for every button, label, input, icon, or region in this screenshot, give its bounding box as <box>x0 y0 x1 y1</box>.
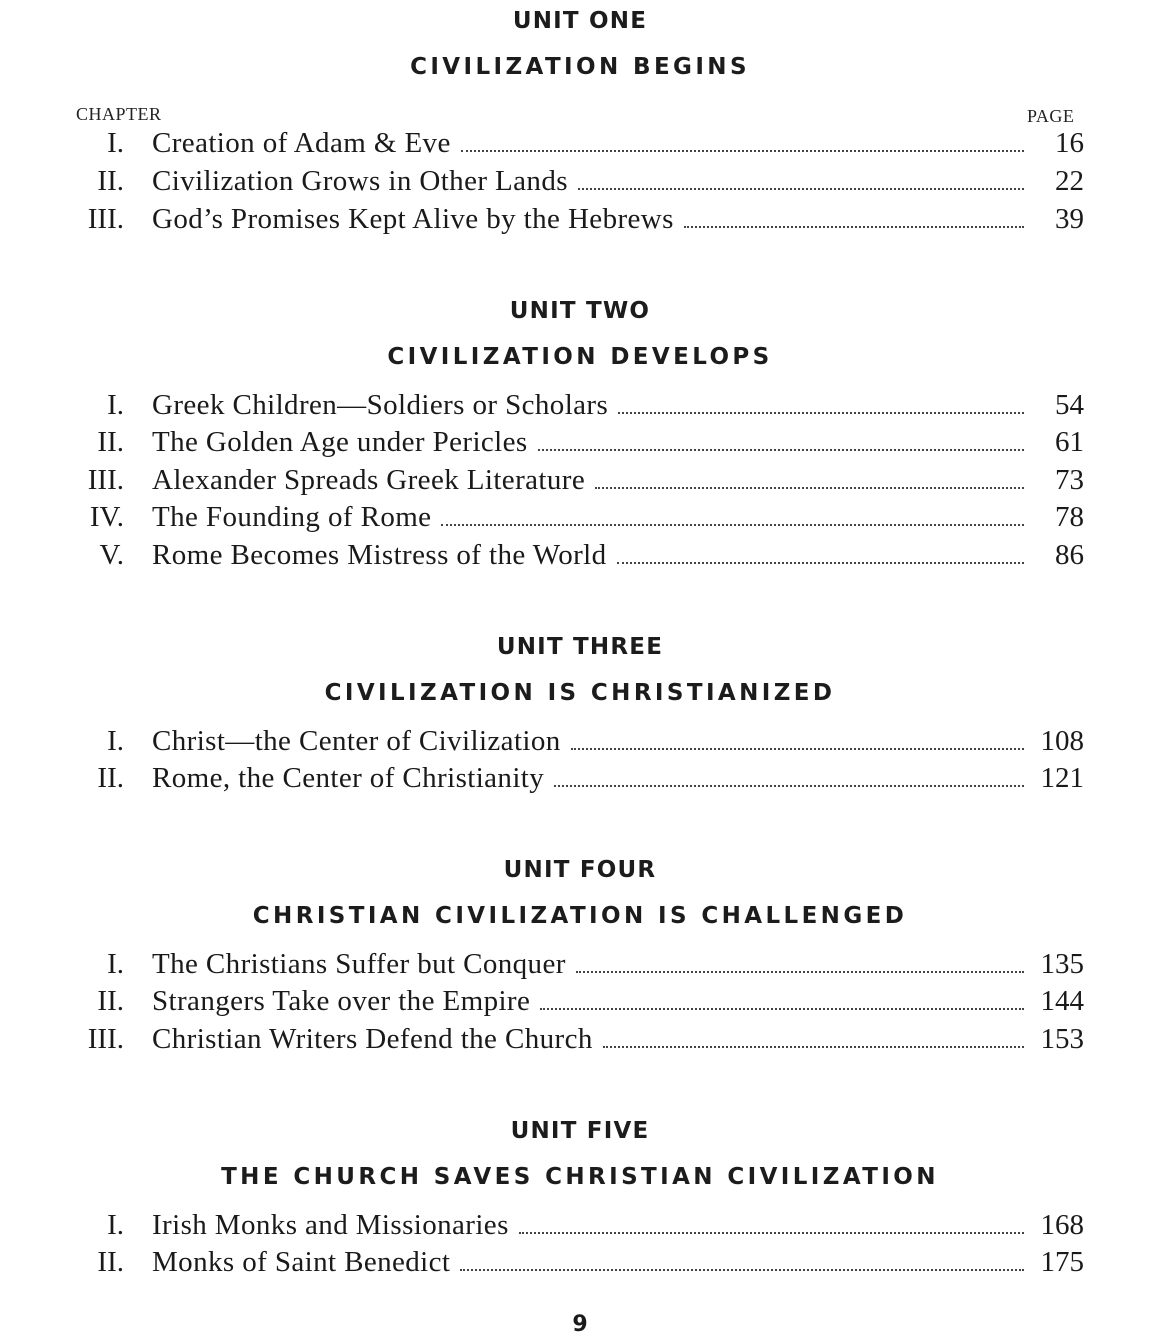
toc-entry[interactable] <box>0 762 1174 800</box>
chapter-column-label: CHAPTER <box>76 104 162 124</box>
dot-leader <box>571 748 1024 750</box>
page-number: 86 <box>1055 539 1084 571</box>
page-number: 61 <box>1055 426 1084 458</box>
toc-entry[interactable] <box>0 1209 1174 1247</box>
toc-entry[interactable] <box>0 464 1174 502</box>
chapter-title: Rome Becomes Mistress of the World <box>152 539 617 572</box>
page-number: 153 <box>1040 1023 1084 1055</box>
chapter-number: III. <box>87 464 124 496</box>
chapter-title: Irish Monks and Missionaries <box>152 1209 519 1242</box>
chapter-number: I. <box>107 389 124 421</box>
unit-subtitle: CIVILIZATION DEVELOPS <box>387 344 773 370</box>
dot-leader <box>461 150 1024 152</box>
chapter-number: II. <box>97 426 124 458</box>
toc-entry[interactable] <box>0 203 1174 241</box>
dot-leader <box>460 1269 1024 1271</box>
page-number: 144 <box>1040 985 1084 1017</box>
dot-leader <box>441 524 1024 526</box>
chapter-number: I. <box>107 127 124 159</box>
chapter-title: The Founding of Rome <box>152 501 441 534</box>
chapter-number: II. <box>97 165 124 197</box>
page-number: 39 <box>1055 203 1084 235</box>
dot-leader <box>617 562 1024 564</box>
page-number: 121 <box>1040 762 1084 794</box>
chapter-title: Christian Writers Defend the Church <box>152 1023 603 1056</box>
unit-title: UNIT TWO <box>509 298 651 324</box>
toc-entry[interactable] <box>0 948 1174 986</box>
unit-subtitle: CIVILIZATION IS CHRISTIANIZED <box>324 680 836 706</box>
chapter-title: Monks of Saint Benedict <box>152 1246 460 1279</box>
dot-leader <box>603 1046 1024 1048</box>
chapter-title: Strangers Take over the Empire <box>152 985 540 1018</box>
chapter-title: Greek Children—Soldiers or Scholars <box>152 389 618 422</box>
chapter-number: II. <box>97 762 124 794</box>
page-number: 175 <box>1040 1246 1084 1278</box>
chapter-number: II. <box>97 985 124 1017</box>
chapter-number: V. <box>99 539 124 571</box>
chapter-number: III. <box>87 1023 124 1055</box>
dot-leader <box>554 785 1024 787</box>
page-number: 135 <box>1040 948 1084 980</box>
page-folio: 9 <box>572 1312 588 1337</box>
chapter-number: IV. <box>89 501 124 533</box>
page-number: 168 <box>1040 1209 1084 1241</box>
unit-subtitle: THE CHURCH SAVES CHRISTIAN CIVILIZATION <box>221 1164 939 1190</box>
toc-entry[interactable] <box>0 1023 1174 1061</box>
toc-entry[interactable] <box>0 501 1174 539</box>
chapter-title: The Golden Age under Pericles <box>152 426 538 459</box>
dot-leader <box>519 1232 1024 1234</box>
chapter-title: Alexander Spreads Greek Literature <box>152 464 595 497</box>
chapter-title: The Christians Suffer but Conquer <box>152 948 576 981</box>
toc-entry[interactable] <box>0 539 1174 577</box>
dot-leader <box>540 1008 1024 1010</box>
chapter-title: God’s Promises Kept Alive by the Hebrews <box>152 203 684 236</box>
chapter-title: Rome, the Center of Christianity <box>152 762 554 795</box>
toc-entry[interactable] <box>0 389 1174 427</box>
unit-title: UNIT FOUR <box>503 857 657 883</box>
page-number: 73 <box>1055 464 1084 496</box>
toc-entry[interactable] <box>0 985 1174 1023</box>
dot-leader <box>618 412 1024 414</box>
toc-entry[interactable] <box>0 127 1174 165</box>
chapter-title: Christ—the Center of Civilization <box>152 725 571 758</box>
chapter-number: II. <box>97 1246 124 1278</box>
unit-title: UNIT THREE <box>496 634 664 660</box>
chapter-number: III. <box>87 203 124 235</box>
dot-leader <box>684 226 1024 228</box>
page-number: 54 <box>1055 389 1084 421</box>
page-number: 16 <box>1055 127 1084 159</box>
chapter-number: I. <box>107 1209 124 1241</box>
unit-title: UNIT ONE <box>512 8 648 34</box>
dot-leader <box>578 188 1024 190</box>
page-number: 22 <box>1055 165 1084 197</box>
page-number: 78 <box>1055 501 1084 533</box>
toc-entry[interactable] <box>0 1246 1174 1284</box>
chapter-number: I. <box>107 948 124 980</box>
page-column-label: PAGE <box>1027 106 1075 126</box>
dot-leader <box>538 449 1024 451</box>
chapter-title: Creation of Adam & Eve <box>152 127 461 160</box>
toc-entry[interactable] <box>0 426 1174 464</box>
unit-title: UNIT FIVE <box>510 1118 650 1144</box>
chapter-title: Civilization Grows in Other Lands <box>152 165 578 198</box>
toc-entry[interactable] <box>0 165 1174 203</box>
unit-subtitle: CHRISTIAN CIVILIZATION IS CHALLENGED <box>252 903 908 929</box>
dot-leader <box>576 971 1024 973</box>
chapter-number: I. <box>107 725 124 757</box>
unit-subtitle: CIVILIZATION BEGINS <box>410 54 750 80</box>
page-number: 108 <box>1040 725 1084 757</box>
toc-entry[interactable] <box>0 725 1174 763</box>
dot-leader <box>595 487 1024 489</box>
